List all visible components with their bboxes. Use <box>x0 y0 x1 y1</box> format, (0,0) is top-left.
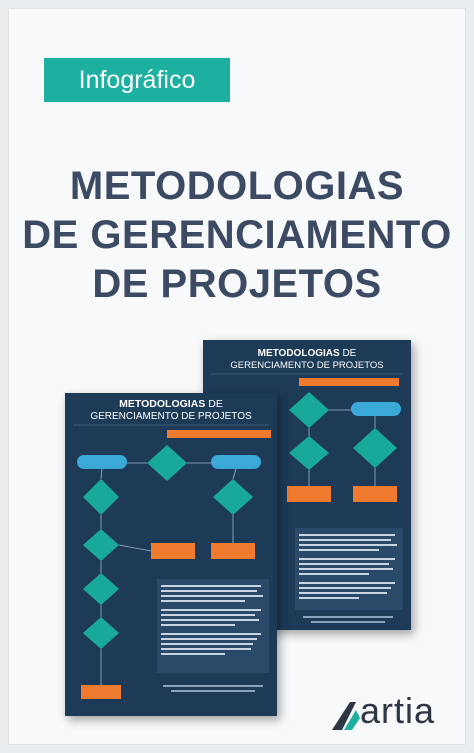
page-title <box>0 162 474 309</box>
poster-front-heading: METODOLOGIAS DE <box>119 398 223 410</box>
title-line-2: DE GERENCIAMENTO <box>22 213 452 257</box>
infografico-badge: Infográfico <box>44 58 230 102</box>
poster-front <box>65 393 277 716</box>
artia-logo-mark-icon <box>330 700 362 732</box>
artia-logo <box>330 690 460 732</box>
title-line-1: METODOLOGIAS <box>69 164 405 208</box>
poster-back-heading: METODOLOGIAS DE <box>257 348 357 359</box>
title-line-3: DE PROJETOS <box>92 262 382 306</box>
artia-logo-text: artia <box>360 690 436 731</box>
poster-back-subheading: GERENCIAMENTO DE PROJETOS <box>230 360 384 371</box>
poster-front-flowchart <box>65 393 277 716</box>
poster-front-subheading: GERENCIAMENTO DE PROJETOS <box>90 411 252 422</box>
